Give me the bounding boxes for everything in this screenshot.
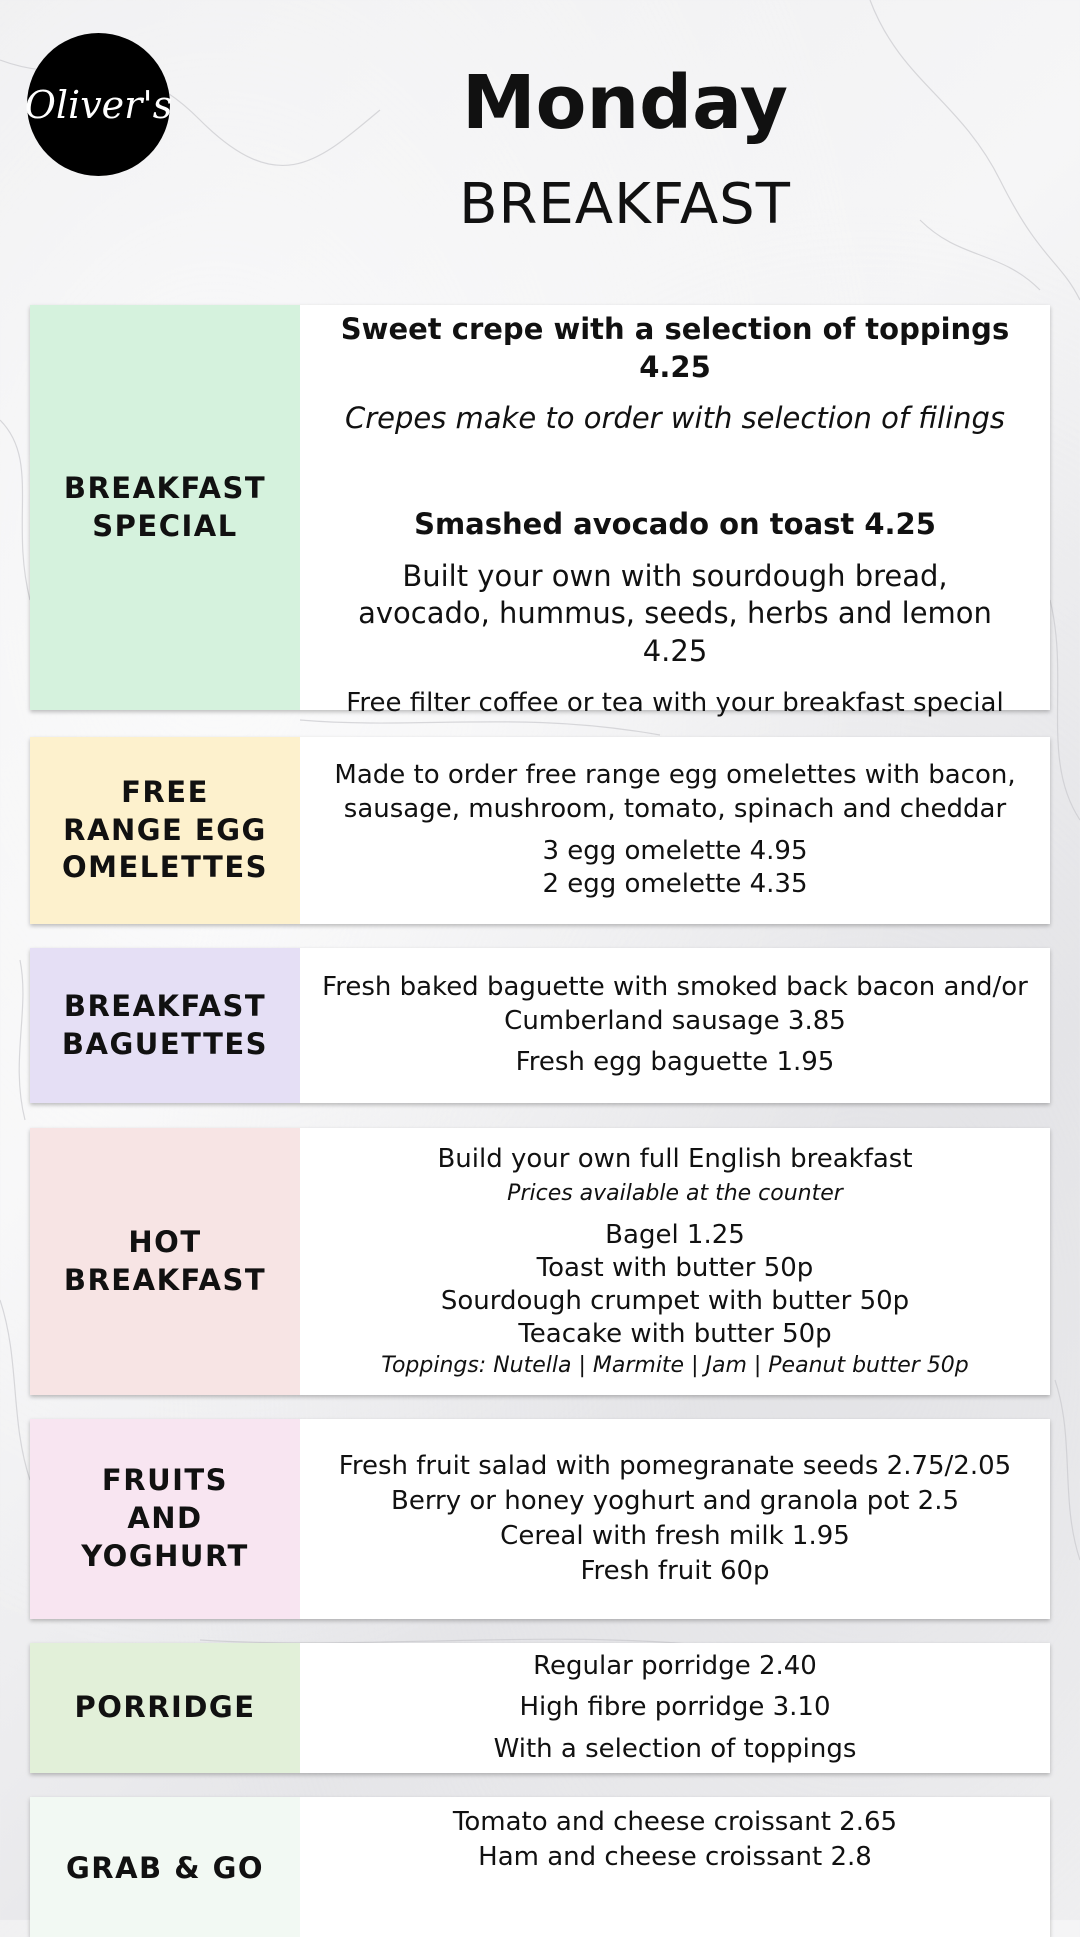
menu-item: Fresh fruit 60p: [580, 1556, 770, 1587]
menu-item: Regular porridge 2.40: [533, 1650, 817, 1681]
section-porridge: [30, 1643, 1050, 1773]
menu-item: With a selection of toppings: [493, 1733, 857, 1764]
menu-item: Cereal with fresh milk 1.95: [500, 1521, 850, 1551]
section-content: [300, 1419, 1050, 1619]
menu-item-description: Built your own with sourdough bread, avocado, hummus, seeds, herbs and lemon 4.25: [358, 558, 992, 669]
meal-title: BREAKFAST: [459, 172, 791, 237]
menu-item: Toast with butter 50p: [536, 1252, 814, 1283]
menu-toppings: Toppings: Nutella | Marmite | Jam | Peanut butter 50p: [381, 1352, 969, 1378]
menu-item: Ham and cheese croissant 2.8: [478, 1842, 872, 1873]
menu-item: Fresh baked baguette with smoked back bacon and/or Cumberland sausage 3.85: [322, 971, 1028, 1036]
section-hot-breakfast: [30, 1128, 1050, 1395]
section-label: FREE RANGE EGG OMELETTES: [30, 737, 300, 924]
menu-note: Prices available at the counter: [507, 1181, 843, 1207]
menu-item: High fibre porridge 3.10: [519, 1692, 831, 1723]
section-content: [300, 1128, 1050, 1395]
menu-item-title: Sweet crepe with a selection of toppings 4.25: [340, 312, 1010, 384]
section-content: [300, 1797, 1050, 1937]
section-grab-go: [30, 1797, 1050, 1937]
section-label: BREAKFAST BAGUETTES: [30, 948, 300, 1103]
menu-item-note: Free filter coffee or tea with your breakfast special: [346, 687, 1004, 718]
menu-item: Berry or honey yoghurt and granola pot 2.5: [390, 1485, 959, 1516]
section-content: [300, 305, 1050, 718]
menu-item: Bagel 1.25: [605, 1219, 745, 1250]
section-fruits-yoghurt: [30, 1419, 1050, 1619]
section-label: PORRIDGE: [30, 1643, 300, 1773]
menu-item: 3 egg omelette 4.95: [542, 835, 808, 866]
section-omelettes: [30, 737, 1050, 924]
menu-item-description: Made to order free range egg omelettes with bacon, sausage, mushroom, tomato, spinach and cheddar: [334, 759, 1016, 824]
section-label: BREAKFAST SPECIAL: [30, 305, 300, 710]
section-breakfast-special: [30, 305, 1050, 718]
section-label: GRAB & GO: [30, 1797, 300, 1937]
menu-item-description: Crepes make to order with selection of filings: [344, 401, 1006, 436]
menu-item-title: Smashed avocado on toast 4.25: [414, 507, 936, 542]
section-label: HOT BREAKFAST: [30, 1128, 300, 1395]
menu-item: Tomato and cheese croissant 2.65: [452, 1807, 898, 1837]
section-content: [300, 737, 1050, 924]
section-content: [300, 1643, 1050, 1773]
menu-item: Fresh egg baguette 1.95: [515, 1047, 835, 1078]
section-content: [300, 948, 1050, 1103]
menu-item: Fresh fruit salad with pomegranate seeds 2.75/2.05: [338, 1450, 1012, 1481]
menu-item: Teacake with butter 50p: [518, 1319, 832, 1350]
section-baguettes: [30, 948, 1050, 1103]
day-title: Monday: [461, 60, 789, 146]
menu-item: Sourdough crumpet with butter 50p: [440, 1286, 910, 1317]
section-label: FRUITS AND YOGHURT: [30, 1419, 300, 1619]
menu-item: 2 egg omelette 4.35: [542, 869, 808, 900]
menu-heading: Build your own full English breakfast: [437, 1144, 913, 1175]
olivers-logo: Oliver's: [27, 33, 170, 176]
